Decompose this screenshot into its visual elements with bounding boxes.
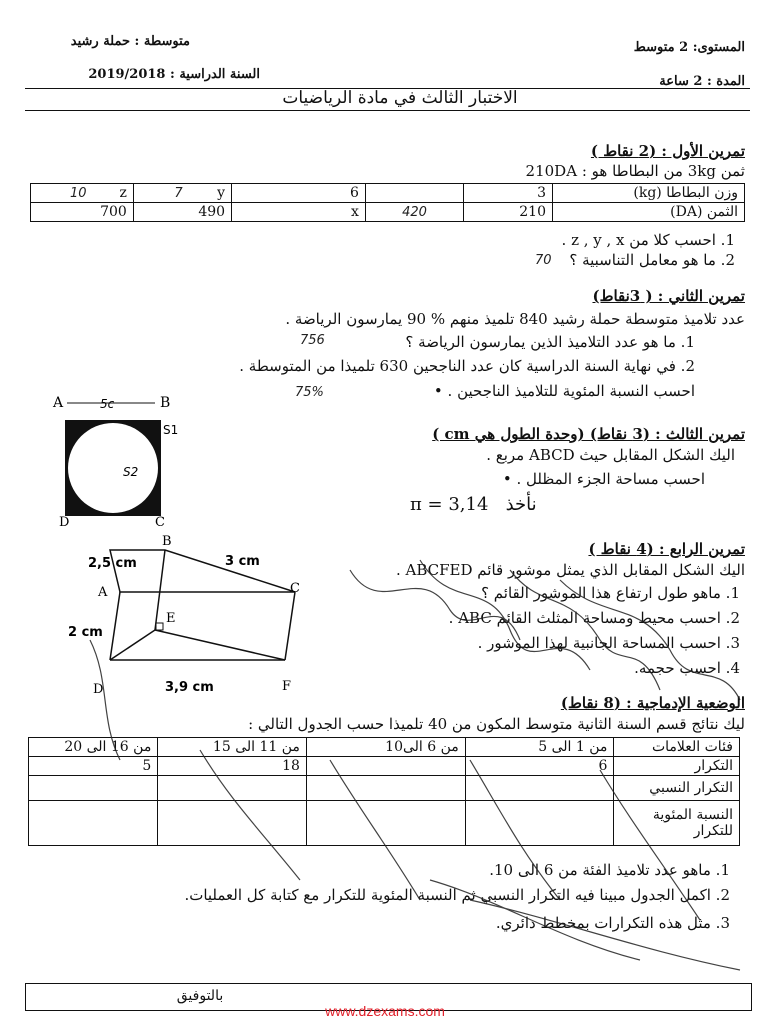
dim-height: 2 cm bbox=[68, 625, 103, 640]
dim-bc: 3 cm bbox=[225, 554, 260, 569]
hand-answer: 756 bbox=[300, 333, 325, 348]
ex5-header: من 11 الى 15 bbox=[158, 738, 307, 757]
prism-edge bbox=[155, 550, 165, 630]
ex5-cell: 6 bbox=[465, 757, 614, 776]
label-F: F bbox=[282, 679, 292, 694]
ex2-q1: 1. ما هو عدد التلاميذ الذين يمارسون الرياضة ؟ bbox=[405, 333, 695, 351]
website-watermark: www.dzexams.com bbox=[325, 1003, 445, 1019]
label-S2: S2 bbox=[123, 465, 139, 479]
label-len: 5c bbox=[100, 397, 115, 411]
ex1-cell bbox=[133, 184, 231, 203]
ex5-cell bbox=[29, 776, 158, 801]
ex1-cell bbox=[365, 184, 463, 203]
ex5-row-label: النسبة المئوية للتكرار bbox=[614, 801, 740, 846]
hand-answer: 420 bbox=[402, 205, 427, 220]
ex1-cell: 3 bbox=[464, 184, 553, 203]
dim-df: 3,9 cm bbox=[165, 680, 214, 695]
ex5-q1: 1. ماهو عدد تلاميذ الفئة من 6 الى 10. bbox=[489, 861, 730, 879]
prism-edge bbox=[110, 630, 155, 660]
hand-answer: 10 bbox=[69, 186, 87, 201]
ex1-table bbox=[30, 183, 745, 222]
label-D: D bbox=[93, 682, 104, 697]
ex5-cell bbox=[465, 801, 614, 846]
dim-ab: 2,5 cm bbox=[88, 556, 137, 571]
ex1-cell: 210 bbox=[464, 203, 553, 222]
prism-edge bbox=[285, 592, 295, 660]
ex5-header: من 1 الى 5 bbox=[465, 738, 614, 757]
label-A: A bbox=[98, 585, 108, 600]
ex4-q2: 2. احسب محيط ومساحة المثلث القائم ABC . bbox=[448, 609, 740, 627]
ex2-intro: عدد تلاميذ متوسطة حملة رشيد 840 تلميذ منهم % 90 يمارسون الرياضة . bbox=[285, 310, 745, 328]
prism-edge bbox=[155, 630, 285, 660]
pi-value: π = 3,14 bbox=[410, 494, 489, 515]
ex3-pi bbox=[410, 494, 537, 515]
label-S1: S1 bbox=[163, 423, 179, 437]
ex5-header: من 16 الى 20 bbox=[29, 738, 158, 757]
ex1-q1: 1. احسب كلا من z , y , x . bbox=[561, 231, 735, 249]
ex5-cell bbox=[465, 776, 614, 801]
ex4-q4: 4. احسب حجمه. bbox=[634, 659, 740, 677]
exam-title: الاختبار الثالث في مادة الرياضيات bbox=[282, 88, 518, 108]
label-B: B bbox=[162, 534, 172, 549]
hand-answer: 70 bbox=[535, 253, 552, 268]
ex5-cell bbox=[158, 801, 307, 846]
ex2-q3-text: احسب النسبة المئوية للتلاميذ الناجحين . bbox=[447, 382, 695, 400]
ex5-cell bbox=[158, 776, 307, 801]
ex1-y: y bbox=[217, 185, 226, 201]
prism-edges bbox=[110, 550, 295, 592]
ex1-row-label: وزن البطاطا (kg) bbox=[553, 184, 745, 203]
duration: المدة : 2 ساعة bbox=[659, 74, 745, 89]
ex4-title: تمرين الرابع : (4 نقاط ) bbox=[588, 540, 745, 558]
pi-take: نأخذ bbox=[505, 494, 537, 515]
ex5-table bbox=[28, 737, 740, 846]
ex4-intro: اليك الشكل المقابل الذي يمثل موشور قائم ABCFED . bbox=[395, 561, 745, 579]
inscribed-circle bbox=[68, 423, 158, 513]
ex1-title: تمرين الأول : (2 نقاط ) bbox=[590, 142, 745, 160]
ex3-title: تمرين الثالث : (3 نقاط) (وحدة الطول هي cm ) bbox=[432, 425, 745, 443]
ex5-title: الوضعية الإدماجية : (8 نقاط) bbox=[560, 694, 745, 712]
bullet: • bbox=[502, 470, 512, 488]
ex1-row-label: الثمن (DA) bbox=[553, 203, 745, 222]
ex5-cell bbox=[306, 801, 465, 846]
ex3-q1 bbox=[440, 470, 705, 488]
ex1-cell bbox=[31, 184, 134, 203]
ex1-cell: x bbox=[232, 203, 366, 222]
ex5-intro: ليك نتائج قسم السنة الثانية متوسط المكون من 40 تلميذا حسب الجدول التالي : bbox=[248, 715, 745, 733]
title-rule bbox=[25, 110, 750, 111]
hand-answer: 75% bbox=[295, 385, 324, 400]
ex3-q1-text: احسب مساحة الجزء المظلل . bbox=[516, 470, 705, 488]
ex5-q2: 2. اكمل الجدول مبينا فيه التكرار النسبي ثم النسبة المئوية للتكرار مع كتابة كل العمليات. bbox=[184, 886, 730, 904]
label-D: D bbox=[59, 515, 70, 530]
ex3-intro: اليك الشكل المقابل حيث ABCD مربع . bbox=[486, 446, 735, 464]
ex1-z: z bbox=[119, 185, 127, 201]
ex1-cell: 490 bbox=[133, 203, 231, 222]
label-E: E bbox=[166, 611, 176, 626]
ex5-header: فئات العلامات bbox=[614, 738, 740, 757]
ex5-row-label: التكرار bbox=[614, 757, 740, 776]
ex1-cell: 700 bbox=[31, 203, 134, 222]
ex5-cell bbox=[306, 776, 465, 801]
prism-edge bbox=[110, 592, 120, 660]
hand-answer: 7 bbox=[174, 186, 183, 201]
ex2-q2: 2. في نهاية السنة الدراسية كان عدد الناجحين 630 تلميذا من المتوسطة . bbox=[239, 357, 695, 375]
ex1-cell: 6 bbox=[232, 184, 366, 203]
ex5-cell: 5 bbox=[29, 757, 158, 776]
ex2-q3 bbox=[320, 382, 695, 400]
level: المستوى: 2 متوسط bbox=[633, 40, 745, 55]
ex5-row-label: التكرار النسبي bbox=[614, 776, 740, 801]
ex4-q1: 1. ماهو طول ارتفاع هذا الموشور القائم ؟ bbox=[481, 584, 740, 602]
ex1-q2: 2. ما هو معامل التناسبية ؟ bbox=[569, 251, 735, 269]
label-C: C bbox=[290, 581, 300, 596]
school-year: السنة الدراسية : 2019/2018 bbox=[88, 67, 260, 82]
label-A: A bbox=[53, 395, 64, 411]
ex5-q3: 3. مثل هذه التكرارات بمخطط دائري. bbox=[495, 914, 730, 932]
bullet: • bbox=[433, 382, 443, 400]
ex5-header: من 6 الى10 bbox=[306, 738, 465, 757]
ex5-cell bbox=[306, 757, 465, 776]
right-angle-mark bbox=[156, 623, 163, 630]
ex1-cell bbox=[365, 203, 463, 222]
ex1-intro: ثمن 3kg من البطاطا هو : 210DA bbox=[525, 162, 745, 180]
ex4-q3: 3. احسب المساحة الجانبية لهذا الموشور . bbox=[477, 634, 740, 652]
ex3-figure bbox=[45, 390, 215, 530]
ex5-cell: 18 bbox=[158, 757, 307, 776]
ex5-cell bbox=[29, 801, 158, 846]
label-B: B bbox=[160, 395, 171, 411]
school-name: متوسطة : حملة رشيد bbox=[70, 34, 190, 49]
label-C: C bbox=[155, 515, 165, 530]
good-luck: بالتوفيق bbox=[176, 988, 224, 1004]
ex4-prism-figure bbox=[60, 530, 330, 705]
ex2-title: تمرين الثاني : ( 3نقاط) bbox=[592, 287, 745, 305]
